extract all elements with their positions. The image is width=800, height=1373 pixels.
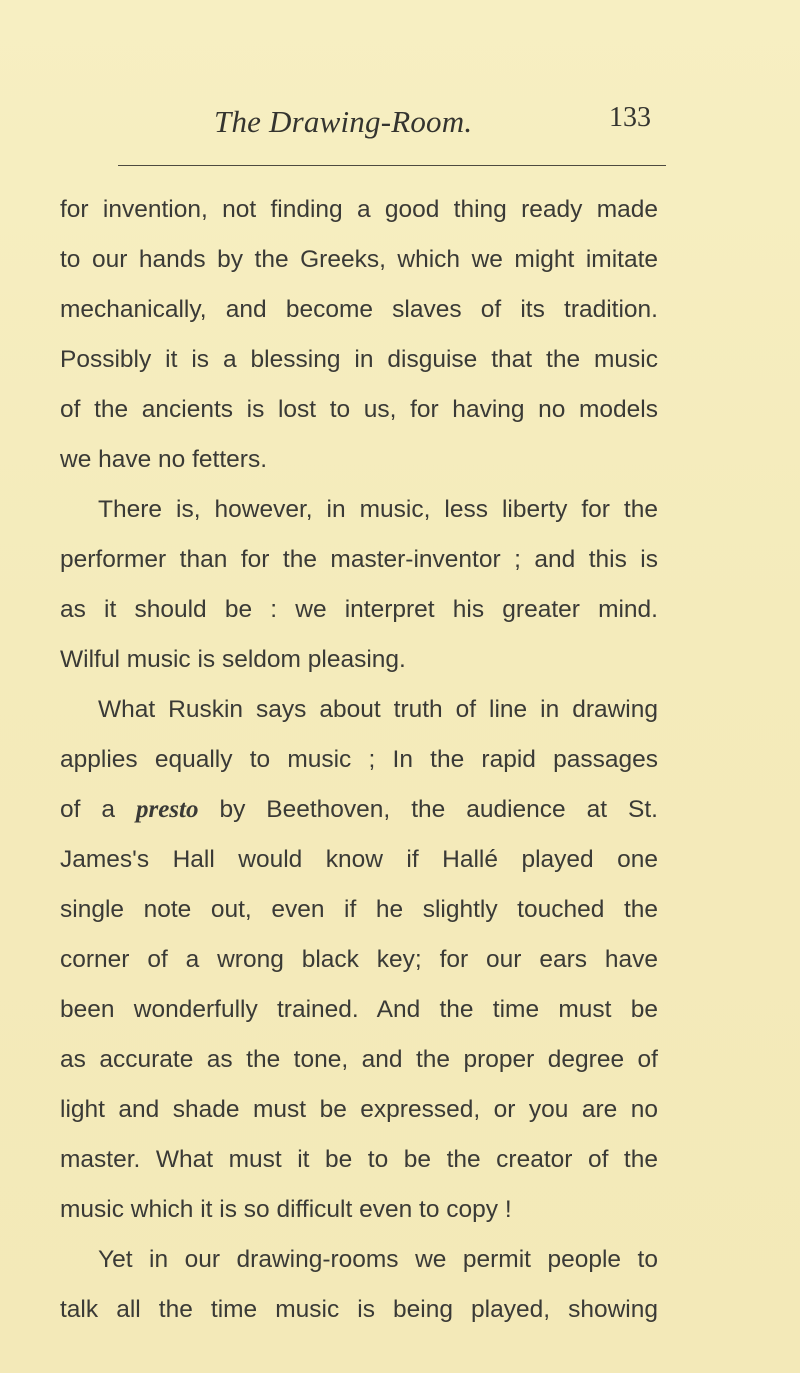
- italic-word: presto: [135, 796, 199, 823]
- text-line: Wilful music is seldom pleasing.: [60, 646, 406, 673]
- text-line: What Ruskin says about truth of line in drawing: [98, 696, 658, 723]
- text-line: as it should be : we interpret his greater mind.: [60, 596, 658, 623]
- text-line: Yet in our drawing-rooms we permit people to: [98, 1246, 658, 1273]
- text-line: single note out, even if he slightly touched the: [60, 896, 658, 923]
- text-line: to our hands by the Greeks, which we might imitate: [60, 246, 658, 273]
- text-line: James's Hall would know if Hallé played one: [60, 846, 658, 873]
- text-line: performer than for the master-inventor ; and this is: [60, 546, 658, 573]
- text-line: corner of a wrong black key; for our ears have: [60, 946, 658, 973]
- header-rule: [118, 165, 666, 166]
- text-line: [60, 788, 658, 832]
- text-line: music which it is so difficult even to copy !: [60, 1196, 512, 1223]
- text-line: for invention, not finding a good thing ready made: [60, 196, 658, 223]
- text-line: talk all the time music is being played, showing: [60, 1296, 658, 1323]
- text-line: of the ancients is lost to us, for having no models: [60, 396, 658, 423]
- text-line: mechanically, and become slaves of its tradition.: [60, 296, 658, 323]
- text-line: master. What must it be to be the creator of the: [60, 1146, 658, 1173]
- text-segment: of a: [60, 796, 136, 823]
- text-line: light and shade must be expressed, or you are no: [60, 1096, 658, 1123]
- text-line: Possibly it is a blessing in disguise that the music: [60, 346, 658, 373]
- page-number: 133: [609, 102, 651, 133]
- text-line: been wonderfully trained. And the time must be: [60, 996, 658, 1023]
- text-line: we have no fetters.: [60, 446, 268, 473]
- running-head-title: The Drawing-Room.: [214, 104, 473, 139]
- text-segment: by Beethoven, the audience at St.: [198, 796, 658, 823]
- text-line: applies equally to music ; In the rapid passages: [60, 746, 658, 773]
- text-line: There is, however, in music, less liberty for the: [98, 496, 658, 523]
- text-line: as accurate as the tone, and the proper degree of: [60, 1046, 658, 1073]
